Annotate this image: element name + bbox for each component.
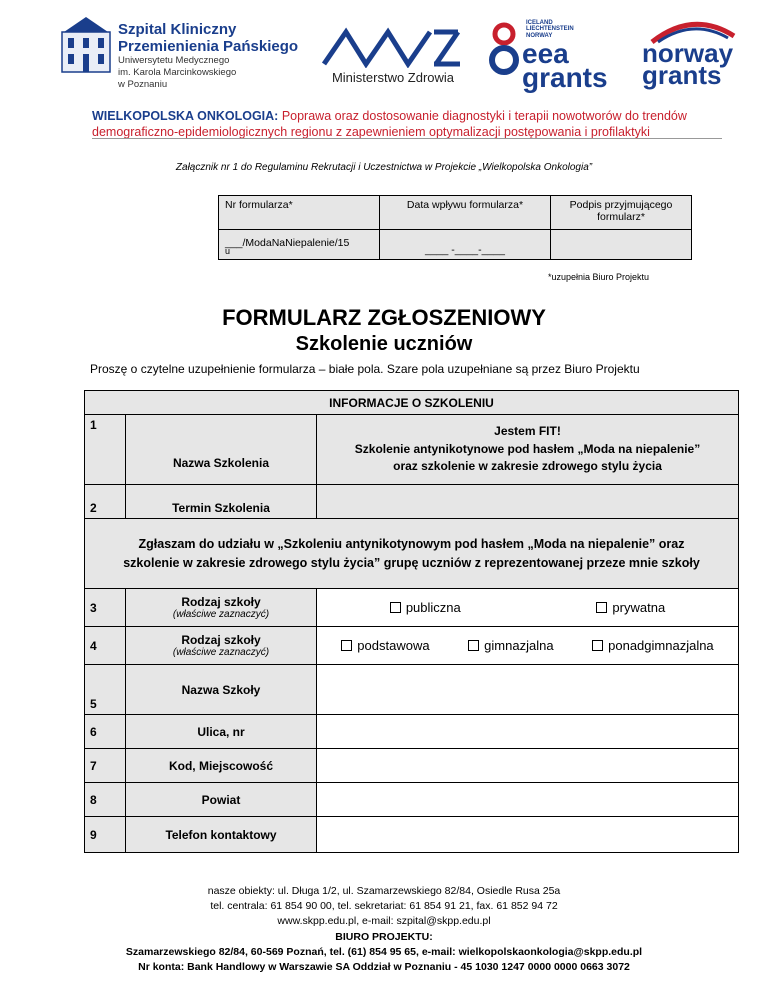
footer-line6: Nr konta: Bank Handlowy w Warszawie SA Oddział w Poznaniu - 45 1030 1247 0000 0000 0663 3072 <box>138 961 630 974</box>
form-title: FORMULARZ ZGŁOSZENIOWY <box>222 305 546 330</box>
training-name-line2: Szkolenie antynikotynowe pod hasłem „Moda na niepalenie” <box>354 441 701 456</box>
option-public-label: publiczna <box>405 600 461 615</box>
postal-city-field[interactable] <box>317 749 739 783</box>
eea-country-3: NORWAY <box>526 32 553 39</box>
checkbox-private[interactable] <box>596 602 607 613</box>
section-header: INFORMACJE O SZKOLENIU <box>85 391 739 415</box>
option-private-label: prywatna <box>612 600 666 615</box>
row-1-number: 1 <box>85 415 126 485</box>
option-private[interactable] <box>596 600 665 615</box>
row-8-number: 8 <box>85 783 126 817</box>
norway-grants-logo-text <box>642 38 734 91</box>
form-number-value: ___/ModaNaNiepalenie/15 <box>225 236 350 249</box>
receipt-date-field: ____ -____-____ <box>380 230 551 260</box>
checkbox-public[interactable] <box>390 602 401 613</box>
instruction-text: Proszę o czytelne uzupełnienie formularza – białe pola. Szare pola uzupełniane są przez Biuro Projektu <box>90 362 640 376</box>
school-ownership-hint: (właściwe zaznaczyć) <box>172 609 270 620</box>
school-name-field[interactable] <box>317 665 739 715</box>
norway-word: norway <box>642 38 734 68</box>
row-6-number: 6 <box>85 715 126 749</box>
option-secondary[interactable] <box>592 638 714 653</box>
receiver-signature-field <box>551 230 692 260</box>
eea-country-1: ICELAND <box>526 20 553 26</box>
checkbox-secondary[interactable] <box>592 640 603 651</box>
school-level-hint: (właściwe zaznaczyć) <box>172 647 270 658</box>
school-ownership-options <box>317 589 739 627</box>
project-lead: WIELKOPOLSKA ONKOLOGIA: <box>92 109 279 123</box>
receiver-signature-header: Podpis przyjmującego formularz* <box>551 196 692 230</box>
street-field[interactable] <box>317 715 739 749</box>
training-name-value <box>317 415 739 485</box>
footer-line2: tel. centrala: 61 854 90 00, tel. sekretariat: 61 854 91 21, fax. 61 852 94 72 <box>210 900 558 913</box>
hospital-sub3: w Poznaniu <box>118 78 168 90</box>
footer-line5: Szamarzewskiego 82/84, 60-569 Poznań, tel. (61) 854 95 65, e-mail: wielkopolskaonkologia@skpp.edu.pl <box>125 945 643 958</box>
checkbox-primary[interactable] <box>341 640 352 651</box>
form-number-wrap: u <box>225 246 231 256</box>
training-name-line1: Jestem FIT! <box>494 424 561 439</box>
hospital-name-line2: Przemienienia Pańskiego <box>118 37 299 55</box>
phone-label: Telefon kontaktowy <box>126 817 317 853</box>
training-form-table <box>84 390 739 853</box>
eea-grants-logo-text <box>522 38 608 93</box>
registration-table <box>218 195 692 260</box>
project-title <box>92 108 722 141</box>
ministry-logo-icon <box>322 26 462 68</box>
project-text: Poprawa oraz dostosowanie diagnostyki i terapii nowotworów do trendów demograficzno-epidemiologicznych regionu z zapewnieniem optymalizacji postępowania i profilaktyki <box>92 109 687 140</box>
ministry-logo-text: Ministerstwo Zdrowia <box>331 70 455 85</box>
training-name-label: Nazwa Szkolenia <box>126 415 317 485</box>
form-number-header: Nr formularza* <box>219 196 380 230</box>
county-label: Powiat <box>126 783 317 817</box>
training-name-line3: oraz szkolenie w zakresie zdrowego stylu życia <box>393 459 662 474</box>
norway-grants-word: grants <box>642 60 722 91</box>
school-ownership-label <box>126 589 317 627</box>
school-level-label <box>126 627 317 665</box>
eea-country-2: LIECHTENSTEIN <box>526 26 574 33</box>
footer-line4: BIURO PROJEKTU: <box>335 930 433 943</box>
postal-city-label: Kod, Miejscowość <box>126 749 317 783</box>
checkbox-middle[interactable] <box>468 640 479 651</box>
eea-grants-word: grants <box>522 61 608 93</box>
option-secondary-label: ponadgimnazjalna <box>608 638 714 653</box>
footer-line1: nasze obiekty: ul. Długa 1/2, ul. Szamarzewskiego 82/84, Osiedle Rusa 25a <box>207 885 561 897</box>
declaration-line2: szkolenie w zakresie zdrowego stylu życia” grupę uczniów z reprezentowanej przeze mnie szkoły <box>123 555 700 570</box>
county-field[interactable] <box>317 783 739 817</box>
option-middle[interactable] <box>468 638 553 653</box>
school-level-options <box>317 627 739 665</box>
footer-line3: www.skpp.edu.pl, e-mail: szpital@skpp.edu.pl <box>277 915 491 928</box>
row-2-number: 2 <box>85 485 126 519</box>
header-divider <box>92 138 722 139</box>
annex-note: Załącznik nr 1 do Regulaminu Rekrutacji i Uczestnictwa w Projekcie „Wielkopolska Onkologia” <box>175 162 593 173</box>
hospital-logo-text <box>118 22 318 91</box>
receipt-date-header: Data wpływu formularza* <box>380 196 551 230</box>
row-7-number: 7 <box>85 749 126 783</box>
row-3-number: 3 <box>85 589 126 627</box>
training-date-label: Termin Szkolenia <box>126 485 317 519</box>
footer <box>0 884 768 975</box>
row-5-number: 5 <box>85 665 126 715</box>
form-number-field <box>219 230 380 260</box>
street-label: Ulica, nr <box>126 715 317 749</box>
option-primary-label: podstawowa <box>357 638 430 653</box>
option-primary[interactable] <box>341 638 429 653</box>
declaration-line1: Zgłaszam do udziału w „Szkoleniu antynikotynowym pod hasłem „Moda na niepalenie” oraz <box>138 536 685 551</box>
hospital-logo-icon <box>58 14 114 80</box>
eea-word: eea <box>522 38 569 69</box>
hospital-sub2: im. Karola Marcinkowskiego <box>118 66 237 78</box>
training-date-field <box>317 485 739 519</box>
option-middle-label: gimnazjalna <box>484 638 554 653</box>
row-9-number: 9 <box>85 817 126 853</box>
hospital-name-line1: Szpital Kliniczny <box>118 21 237 38</box>
school-level-label-text: Rodzaj szkoły <box>181 633 261 647</box>
hospital-sub1: Uniwersytetu Medycznego <box>118 55 230 66</box>
bureau-note: *uzupełnia Biuro Projektu <box>548 272 650 282</box>
eea-grants-logo-icon <box>488 22 520 82</box>
school-name-label: Nazwa Szkoły <box>126 665 317 715</box>
declaration-text <box>85 519 739 589</box>
form-subtitle: Szkolenie uczniów <box>295 333 473 355</box>
row-4-number: 4 <box>85 627 126 665</box>
option-public[interactable] <box>390 600 461 615</box>
phone-field[interactable] <box>317 817 739 853</box>
eea-countries <box>526 20 574 39</box>
school-ownership-label-text: Rodzaj szkoły <box>181 595 261 609</box>
